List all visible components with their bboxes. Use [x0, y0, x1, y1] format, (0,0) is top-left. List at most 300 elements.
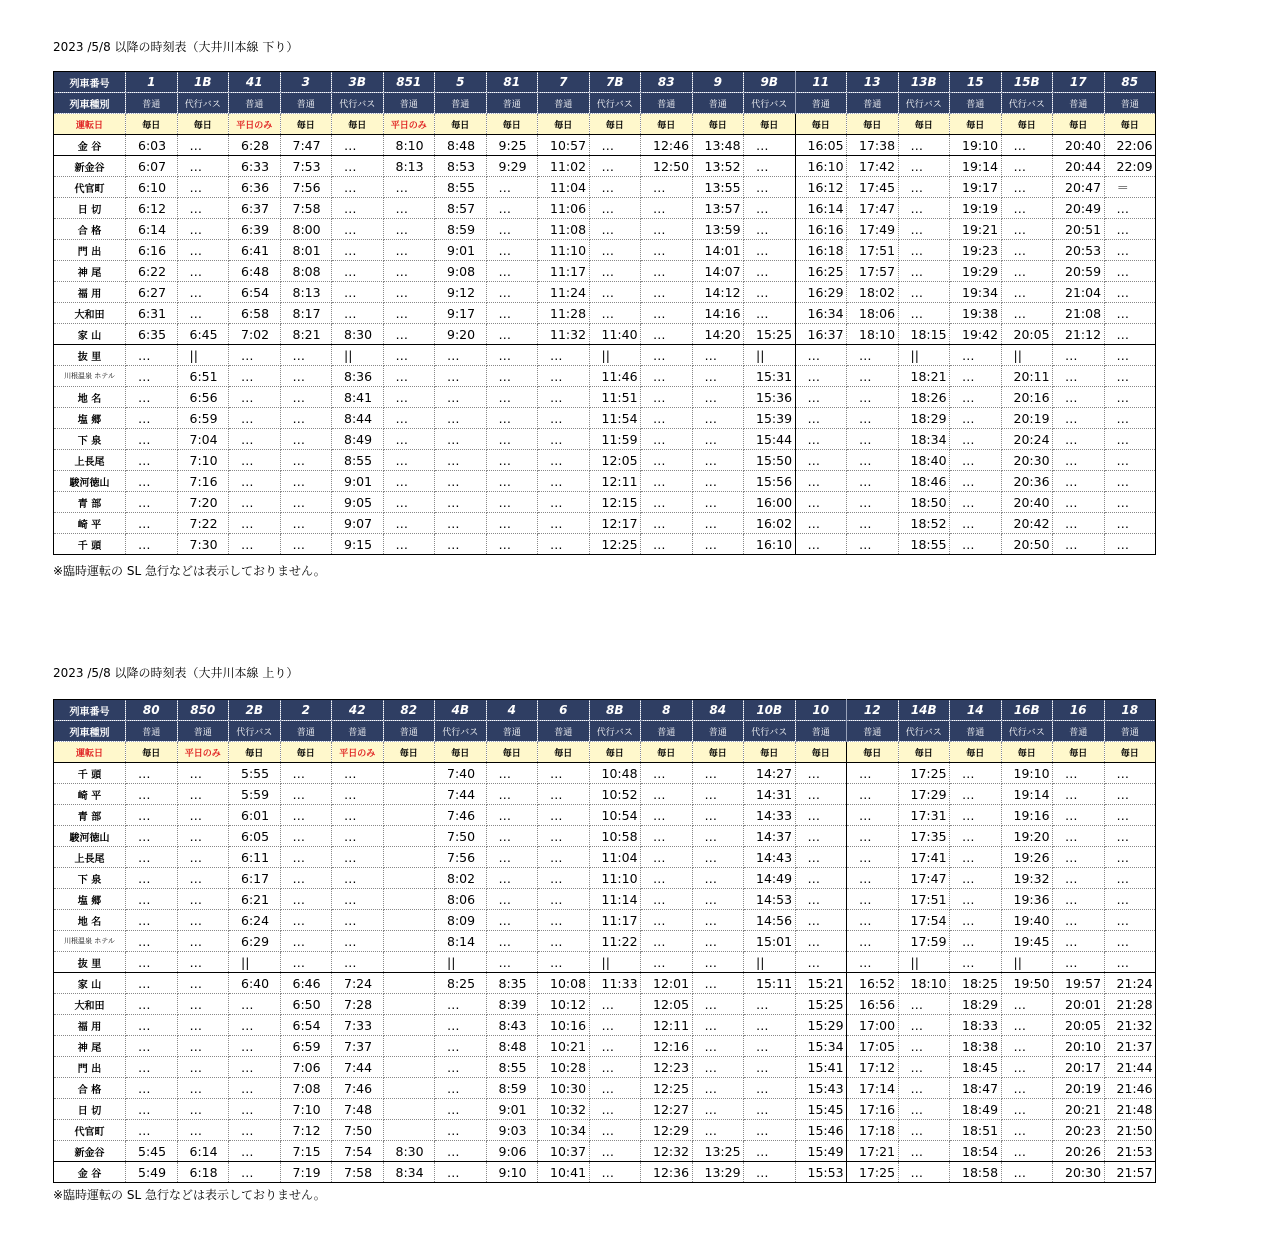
- time-cell: ||: [177, 345, 229, 366]
- time-cell: 7:50: [435, 826, 487, 847]
- time-cell: [383, 826, 435, 847]
- time-cell: …: [1001, 1162, 1053, 1183]
- time-cell: …: [177, 847, 229, 868]
- station-row: [54, 973, 1156, 994]
- station-name: 崎 平: [54, 784, 126, 805]
- time-cell: 18:50: [898, 492, 950, 513]
- time-cell: 9:20: [435, 324, 487, 345]
- time-cell: 10:30: [538, 1078, 590, 1099]
- time-cell: …: [383, 513, 435, 534]
- train-number: 3B: [332, 72, 384, 93]
- time-cell: 9:15: [332, 534, 384, 555]
- train-number: 4: [486, 700, 538, 721]
- time-cell: …: [383, 324, 435, 345]
- time-cell: 20:05: [1053, 1015, 1105, 1036]
- time-cell: 20:47: [1053, 177, 1105, 198]
- time-cell: 6:48: [229, 261, 281, 282]
- station-name: 代官町: [54, 177, 126, 198]
- station-name: 抜 里: [54, 345, 126, 366]
- time-cell: …: [950, 408, 1002, 429]
- time-cell: …: [847, 910, 899, 931]
- time-cell: …: [177, 910, 229, 931]
- station-row: [54, 177, 1156, 198]
- time-cell: …: [898, 177, 950, 198]
- station-row: [54, 1120, 1156, 1141]
- time-cell: 17:18: [847, 1120, 899, 1141]
- time-cell: 17:45: [847, 177, 899, 198]
- time-cell: 6:59: [177, 408, 229, 429]
- train-number: 10B: [744, 700, 796, 721]
- time-cell: …: [847, 492, 899, 513]
- time-cell: …: [126, 994, 178, 1015]
- time-cell: 17:25: [898, 763, 950, 784]
- train-number: 851: [383, 72, 435, 93]
- time-cell: …: [229, 1162, 281, 1183]
- time-cell: …: [641, 784, 693, 805]
- time-cell: …: [486, 534, 538, 555]
- time-cell: …: [126, 1078, 178, 1099]
- time-cell: 19:20: [1001, 826, 1053, 847]
- time-cell: 8:48: [486, 1036, 538, 1057]
- time-cell: 11:10: [589, 868, 641, 889]
- time-cell: …: [1053, 910, 1105, 931]
- time-cell: 14:01: [692, 240, 744, 261]
- time-cell: …: [1053, 784, 1105, 805]
- time-cell: 21:44: [1104, 1057, 1156, 1078]
- time-cell: 20:30: [1053, 1162, 1105, 1183]
- down-footnote: ※臨時運転の SL 急行などは表示しておりません。: [53, 564, 326, 578]
- time-cell: …: [641, 534, 693, 555]
- time-cell: …: [795, 429, 847, 450]
- time-cell: …: [1104, 303, 1156, 324]
- operating-days: 毎日: [1104, 114, 1156, 135]
- time-cell: …: [692, 408, 744, 429]
- time-cell: 20:24: [1001, 429, 1053, 450]
- time-cell: …: [538, 763, 590, 784]
- train-kind-row: [54, 721, 1156, 742]
- time-cell: …: [538, 952, 590, 973]
- station-row: [54, 135, 1156, 156]
- time-cell: …: [847, 345, 899, 366]
- time-cell: …: [1104, 408, 1156, 429]
- time-cell: 12:05: [641, 994, 693, 1015]
- time-cell: 14:43: [744, 847, 796, 868]
- train-kind: 普通: [1053, 721, 1105, 742]
- time-cell: 8:30: [332, 324, 384, 345]
- time-cell: …: [847, 868, 899, 889]
- station-row: [54, 366, 1156, 387]
- station-name: 神 尾: [54, 261, 126, 282]
- time-cell: 10:08: [538, 973, 590, 994]
- station-name: 地 名: [54, 387, 126, 408]
- time-cell: 18:58: [950, 1162, 1002, 1183]
- time-cell: 17:47: [898, 868, 950, 889]
- time-cell: …: [641, 387, 693, 408]
- time-cell: 18:33: [950, 1015, 1002, 1036]
- time-cell: …: [898, 994, 950, 1015]
- time-cell: …: [692, 763, 744, 784]
- time-cell: …: [589, 1120, 641, 1141]
- time-cell: …: [280, 931, 332, 952]
- time-cell: …: [177, 156, 229, 177]
- train-kind: 普通: [950, 93, 1002, 114]
- time-cell: …: [538, 429, 590, 450]
- time-cell: 21:08: [1053, 303, 1105, 324]
- time-cell: …: [641, 805, 693, 826]
- station-row: [54, 240, 1156, 261]
- time-cell: …: [641, 492, 693, 513]
- time-cell: …: [898, 1099, 950, 1120]
- time-cell: 19:17: [950, 177, 1002, 198]
- time-cell: 7:40: [435, 763, 487, 784]
- time-cell: 11:22: [589, 931, 641, 952]
- station-row: [54, 303, 1156, 324]
- train-kind: 普通: [641, 93, 693, 114]
- time-cell: 19:21: [950, 219, 1002, 240]
- time-cell: 13:48: [692, 135, 744, 156]
- time-cell: …: [435, 1015, 487, 1036]
- time-cell: …: [383, 408, 435, 429]
- time-cell: …: [692, 471, 744, 492]
- train-number: 8B: [589, 700, 641, 721]
- time-cell: …: [1053, 408, 1105, 429]
- time-cell: …: [1104, 826, 1156, 847]
- time-cell: …: [435, 387, 487, 408]
- train-number: 42: [332, 700, 384, 721]
- train-kind-label: 列車種別: [54, 93, 126, 114]
- time-cell: 19:16: [1001, 805, 1053, 826]
- time-cell: …: [486, 261, 538, 282]
- time-cell: …: [435, 1141, 487, 1162]
- time-cell: 16:29: [795, 282, 847, 303]
- time-cell: 21:53: [1104, 1141, 1156, 1162]
- time-cell: …: [641, 261, 693, 282]
- train-kind: 普通: [538, 93, 590, 114]
- time-cell: …: [950, 826, 1002, 847]
- time-cell: 10:54: [589, 805, 641, 826]
- time-cell: 7:58: [280, 198, 332, 219]
- train-kind: 普通: [126, 721, 178, 742]
- time-cell: 8:17: [280, 303, 332, 324]
- station-row: [54, 763, 1156, 784]
- time-cell: 7:54: [332, 1141, 384, 1162]
- time-cell: …: [538, 366, 590, 387]
- operating-days: 毎日: [898, 742, 950, 763]
- time-cell: 9:10: [486, 1162, 538, 1183]
- time-cell: …: [177, 868, 229, 889]
- time-cell: 16:34: [795, 303, 847, 324]
- operating-days: 毎日: [126, 114, 178, 135]
- time-cell: 12:29: [641, 1120, 693, 1141]
- time-cell: 6:28: [229, 135, 281, 156]
- time-cell: 18:54: [950, 1141, 1002, 1162]
- time-cell: …: [1104, 492, 1156, 513]
- train-kind: 代行バス: [177, 93, 229, 114]
- operating-days: 毎日: [538, 742, 590, 763]
- time-cell: …: [641, 366, 693, 387]
- time-cell: 11:14: [589, 889, 641, 910]
- operating-days: 平日のみ: [177, 742, 229, 763]
- time-cell: …: [1104, 805, 1156, 826]
- time-cell: …: [641, 952, 693, 973]
- time-cell: 6:46: [280, 973, 332, 994]
- time-cell: …: [332, 177, 384, 198]
- time-cell: 7:10: [177, 450, 229, 471]
- station-row: [54, 1099, 1156, 1120]
- time-cell: …: [1104, 366, 1156, 387]
- time-cell: …: [589, 303, 641, 324]
- time-cell: …: [486, 889, 538, 910]
- train-number: 4B: [435, 700, 487, 721]
- time-cell: …: [486, 303, 538, 324]
- time-cell: 16:12: [795, 177, 847, 198]
- time-cell: …: [795, 889, 847, 910]
- time-cell: …: [1053, 763, 1105, 784]
- time-cell: 6:21: [229, 889, 281, 910]
- time-cell: …: [847, 952, 899, 973]
- station-row: [54, 784, 1156, 805]
- train-kind: 普通: [538, 721, 590, 742]
- time-cell: …: [280, 868, 332, 889]
- time-cell: 20:01: [1053, 994, 1105, 1015]
- up-timetable-title: 2023 /5/8 以降の時刻表（大井川本線 上り）: [53, 666, 299, 680]
- time-cell: …: [332, 826, 384, 847]
- time-cell: …: [744, 1078, 796, 1099]
- time-cell: …: [950, 805, 1002, 826]
- time-cell: 18:29: [950, 994, 1002, 1015]
- time-cell: …: [1104, 952, 1156, 973]
- time-cell: …: [1053, 805, 1105, 826]
- time-cell: 8:57: [435, 198, 487, 219]
- time-cell: 16:10: [744, 534, 796, 555]
- time-cell: 8:55: [435, 177, 487, 198]
- time-cell: …: [177, 198, 229, 219]
- time-cell: 14:27: [744, 763, 796, 784]
- time-cell: …: [1104, 931, 1156, 952]
- time-cell: …: [486, 492, 538, 513]
- train-kind: 普通: [1104, 93, 1156, 114]
- time-cell: …: [486, 366, 538, 387]
- time-cell: …: [898, 135, 950, 156]
- time-cell: …: [744, 1162, 796, 1183]
- time-cell: …: [950, 345, 1002, 366]
- time-cell: …: [229, 1036, 281, 1057]
- operating-days: 毎日: [280, 114, 332, 135]
- time-cell: 14:31: [744, 784, 796, 805]
- time-cell: …: [641, 240, 693, 261]
- time-cell: [383, 784, 435, 805]
- time-cell: 15:21: [795, 973, 847, 994]
- time-cell: …: [589, 994, 641, 1015]
- time-cell: …: [435, 429, 487, 450]
- operating-days: 毎日: [744, 742, 796, 763]
- time-cell: 7:30: [177, 534, 229, 555]
- time-cell: 18:45: [950, 1057, 1002, 1078]
- operating-days: 毎日: [589, 114, 641, 135]
- time-cell: 8:41: [332, 387, 384, 408]
- time-cell: 6:18: [177, 1162, 229, 1183]
- time-cell: …: [641, 345, 693, 366]
- time-cell: …: [332, 156, 384, 177]
- time-cell: 7:04: [177, 429, 229, 450]
- time-cell: …: [847, 366, 899, 387]
- time-cell: …: [589, 1078, 641, 1099]
- time-cell: …: [692, 805, 744, 826]
- train-kind: 普通: [280, 93, 332, 114]
- time-cell: …: [126, 1015, 178, 1036]
- time-cell: …: [898, 303, 950, 324]
- time-cell: 17:35: [898, 826, 950, 847]
- time-cell: 10:12: [538, 994, 590, 1015]
- time-cell: 20:40: [1053, 135, 1105, 156]
- time-cell: …: [847, 805, 899, 826]
- station-name: 駿河徳山: [54, 471, 126, 492]
- time-cell: …: [692, 513, 744, 534]
- time-cell: 18:51: [950, 1120, 1002, 1141]
- time-cell: …: [126, 471, 178, 492]
- train-kind: 普通: [795, 93, 847, 114]
- time-cell: …: [1053, 450, 1105, 471]
- time-cell: …: [589, 1015, 641, 1036]
- time-cell: 11:32: [538, 324, 590, 345]
- time-cell: …: [1104, 282, 1156, 303]
- station-name: 大和田: [54, 303, 126, 324]
- station-name: 合 格: [54, 1078, 126, 1099]
- station-name: 塩 郷: [54, 889, 126, 910]
- station-row: [54, 513, 1156, 534]
- time-cell: …: [486, 784, 538, 805]
- time-cell: …: [538, 784, 590, 805]
- time-cell: …: [280, 408, 332, 429]
- time-cell: …: [177, 303, 229, 324]
- time-cell: 19:50: [1001, 973, 1053, 994]
- time-cell: …: [641, 513, 693, 534]
- time-cell: …: [692, 1099, 744, 1120]
- time-cell: …: [847, 784, 899, 805]
- time-cell: …: [486, 471, 538, 492]
- time-cell: 11:04: [538, 177, 590, 198]
- time-cell: …: [486, 324, 538, 345]
- station-row: [54, 282, 1156, 303]
- time-cell: 9:07: [332, 513, 384, 534]
- time-cell: …: [435, 345, 487, 366]
- train-kind-label: 列車種別: [54, 721, 126, 742]
- time-cell: 17:47: [847, 198, 899, 219]
- operating-days: 毎日: [589, 742, 641, 763]
- time-cell: 7:16: [177, 471, 229, 492]
- time-cell: …: [486, 240, 538, 261]
- time-cell: …: [126, 931, 178, 952]
- time-cell: …: [332, 847, 384, 868]
- time-cell: …: [383, 282, 435, 303]
- time-cell: 6:11: [229, 847, 281, 868]
- time-cell: 9:17: [435, 303, 487, 324]
- time-cell: 7:12: [280, 1120, 332, 1141]
- time-cell: …: [486, 847, 538, 868]
- time-cell: …: [692, 784, 744, 805]
- time-cell: …: [280, 492, 332, 513]
- time-cell: 18:52: [898, 513, 950, 534]
- time-cell: ||: [435, 952, 487, 973]
- time-cell: [383, 1120, 435, 1141]
- time-cell: …: [1104, 240, 1156, 261]
- time-cell: 20:44: [1053, 156, 1105, 177]
- time-cell: …: [641, 847, 693, 868]
- time-cell: …: [1053, 513, 1105, 534]
- train-kind: 代行バス: [744, 721, 796, 742]
- time-cell: 16:00: [744, 492, 796, 513]
- time-cell: 12:05: [589, 450, 641, 471]
- time-cell: …: [177, 177, 229, 198]
- time-cell: 11:04: [589, 847, 641, 868]
- time-cell: …: [744, 177, 796, 198]
- time-cell: 14:12: [692, 282, 744, 303]
- time-cell: …: [383, 261, 435, 282]
- time-cell: …: [1053, 471, 1105, 492]
- time-cell: 10:48: [589, 763, 641, 784]
- time-cell: 18:34: [898, 429, 950, 450]
- time-cell: 11:51: [589, 387, 641, 408]
- time-cell: …: [1001, 1015, 1053, 1036]
- time-cell: …: [795, 534, 847, 555]
- time-cell: …: [383, 471, 435, 492]
- time-cell: 9:06: [486, 1141, 538, 1162]
- time-cell: 20:36: [1001, 471, 1053, 492]
- operating-days-row: [54, 114, 1156, 135]
- time-cell: 6:54: [280, 1015, 332, 1036]
- time-cell: …: [538, 345, 590, 366]
- time-cell: 17:14: [847, 1078, 899, 1099]
- train-kind: 普通: [486, 93, 538, 114]
- time-cell: 12:32: [641, 1141, 693, 1162]
- time-cell: 18:10: [898, 973, 950, 994]
- train-number: 6: [538, 700, 590, 721]
- time-cell: 6:37: [229, 198, 281, 219]
- time-cell: …: [692, 847, 744, 868]
- time-cell: 6:05: [229, 826, 281, 847]
- time-cell: …: [1104, 534, 1156, 555]
- time-cell: …: [332, 763, 384, 784]
- time-cell: 8:44: [332, 408, 384, 429]
- time-cell: …: [177, 1036, 229, 1057]
- time-cell: 20:30: [1001, 450, 1053, 471]
- train-kind: 普通: [847, 93, 899, 114]
- time-cell: …: [589, 1141, 641, 1162]
- time-cell: 14:49: [744, 868, 796, 889]
- station-row: [54, 450, 1156, 471]
- time-cell: 16:52: [847, 973, 899, 994]
- time-cell: [383, 805, 435, 826]
- time-cell: …: [126, 408, 178, 429]
- time-cell: …: [538, 931, 590, 952]
- station-name: 千 頭: [54, 534, 126, 555]
- time-cell: …: [847, 471, 899, 492]
- time-cell: 20:40: [1001, 492, 1053, 513]
- time-cell: 11:17: [589, 910, 641, 931]
- time-cell: 6:01: [229, 805, 281, 826]
- operating-days: 平日のみ: [383, 114, 435, 135]
- time-cell: …: [1104, 219, 1156, 240]
- time-cell: [383, 952, 435, 973]
- time-cell: …: [486, 198, 538, 219]
- station-row: [54, 1057, 1156, 1078]
- time-cell: 6:27: [126, 282, 178, 303]
- time-cell: …: [1104, 450, 1156, 471]
- time-cell: …: [280, 450, 332, 471]
- operating-days: 毎日: [280, 742, 332, 763]
- time-cell: …: [641, 429, 693, 450]
- time-cell: …: [435, 1036, 487, 1057]
